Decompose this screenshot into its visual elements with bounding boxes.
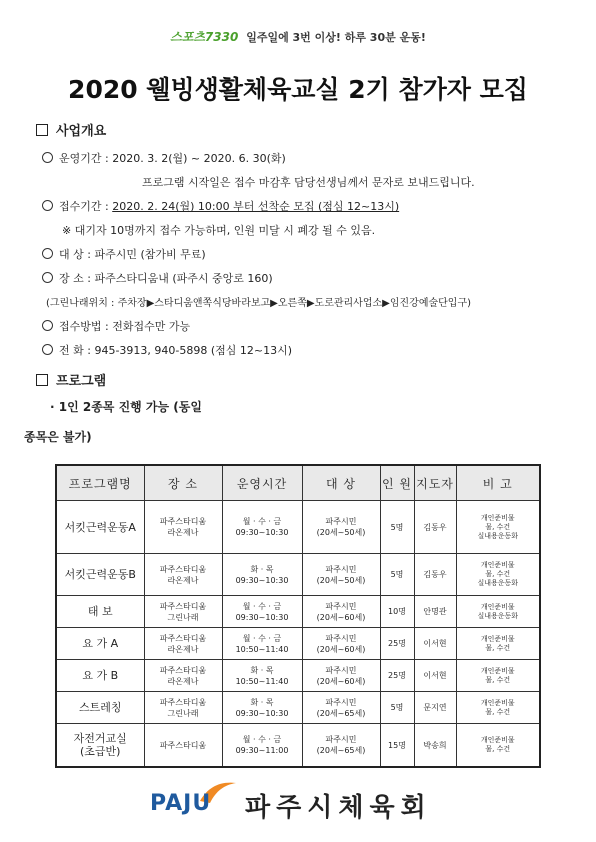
cell-program: 자전거교실 (초급반) xyxy=(56,724,144,768)
slogan-text: 일주일에 3번 이상! 하루 30분 운동! xyxy=(246,31,426,44)
cell-place: 파주스타디움 라온제나 xyxy=(144,628,222,660)
cell-target: 파주시민 (20세~60세) xyxy=(302,660,380,692)
square-bullet-icon xyxy=(36,124,48,136)
sports-7330-logo: 스포츠7330 xyxy=(170,30,239,44)
target-row xyxy=(42,246,206,262)
circle-bullet-icon xyxy=(42,152,53,163)
page-title: 2020 웰빙생활체육교실 2기 참가자 모집 xyxy=(68,75,528,104)
cell-note: 개인준비물 물, 수건 실내용운동화 xyxy=(456,554,540,596)
period-row xyxy=(42,150,286,166)
cell-time: 월 · 수 · 금 09:30~10:30 xyxy=(222,596,302,628)
method-row xyxy=(42,318,190,334)
table-row xyxy=(56,554,540,596)
cell-time: 월 · 수 · 금 09:30~10:30 xyxy=(222,501,302,554)
slogan xyxy=(0,28,596,45)
program-bullet: · 1인 2종목 진행 가능 (동일 xyxy=(50,400,202,414)
section-overview-heading: 사업개요 xyxy=(56,124,107,139)
col-header-place: 장 소 xyxy=(144,465,222,501)
reception-value: 2020. 2. 24(월) 10:00 부터 선착순 모집 (점심 12~13시) xyxy=(112,200,400,213)
cell-count: 10명 xyxy=(380,596,414,628)
table-row xyxy=(56,692,540,724)
cell-count: 5명 xyxy=(380,692,414,724)
table-row xyxy=(56,628,540,660)
place-label: 장 소 : xyxy=(59,272,91,285)
col-header-program: 프로그램명 xyxy=(56,465,144,501)
method-label: 접수방법 : xyxy=(59,320,109,333)
col-header-coach: 지도자 xyxy=(414,465,456,501)
reception-note: ※ 대기자 10명까지 접수 가능하며, 인원 미달 시 폐강 될 수 있음. xyxy=(62,224,376,237)
cell-time: 월 · 수 · 금 10:50~11:40 xyxy=(222,628,302,660)
col-header-note: 비 고 xyxy=(456,465,540,501)
paju-logo-text: PAJU xyxy=(150,791,212,816)
col-header-time: 운영시간 xyxy=(222,465,302,501)
cell-coach: 김동우 xyxy=(414,501,456,554)
cell-target: 파주시민 (20세~65세) xyxy=(302,692,380,724)
table-row xyxy=(56,596,540,628)
phone-value: 945-3913, 940-5898 (점심 12~13시) xyxy=(94,344,293,357)
cell-coach: 문지연 xyxy=(414,692,456,724)
period-note: 프로그램 시작일은 접수 마감후 담당선생님께서 문자로 보내드립니다. xyxy=(142,176,475,189)
cell-target: 파주시민 (20세~50세) xyxy=(302,501,380,554)
cell-count: 25명 xyxy=(380,628,414,660)
phone-label: 전 화 : xyxy=(59,344,91,357)
cell-time: 화 · 목 09:30~10:30 xyxy=(222,692,302,724)
cell-coach: 박송희 xyxy=(414,724,456,768)
place-detail: (그린나래위치 : 주차장▶스타디움앤쪽식당바라보고▶오른쪽▶도로관리사업소▶임진강예술단입구) xyxy=(46,298,472,309)
table-row xyxy=(56,501,540,554)
cell-target: 파주시민 (20세~50세) xyxy=(302,554,380,596)
circle-bullet-icon xyxy=(42,248,53,259)
cell-time: 월 · 수 · 금 09:30~11:00 xyxy=(222,724,302,768)
cell-count: 25명 xyxy=(380,660,414,692)
col-header-target: 대 상 xyxy=(302,465,380,501)
cell-target: 파주시민 (20세~65세) xyxy=(302,724,380,768)
place-row xyxy=(42,270,273,286)
cell-program: 서킷근력운동A xyxy=(56,501,144,554)
cell-place: 파주스타디움 xyxy=(144,724,222,768)
cell-note: 개인준비물 물, 수건 실내용운동화 xyxy=(456,501,540,554)
period-label: 운영기간 : xyxy=(59,152,109,165)
square-bullet-icon xyxy=(36,374,48,386)
col-header-count: 인 원 xyxy=(380,465,414,501)
reception-row xyxy=(42,198,399,214)
cell-note: 개인준비물 실내용운동화 xyxy=(456,596,540,628)
cell-count: 15명 xyxy=(380,724,414,768)
cell-place: 파주스타디움 라온제나 xyxy=(144,501,222,554)
circle-bullet-icon xyxy=(42,320,53,331)
program-table xyxy=(55,464,541,768)
cell-note: 개인준비물 물, 수건 xyxy=(456,628,540,660)
cell-target: 파주시민 (20세~60세) xyxy=(302,628,380,660)
cell-program: 스트레칭 xyxy=(56,692,144,724)
circle-bullet-icon xyxy=(42,200,53,211)
cell-program: 태 보 xyxy=(56,596,144,628)
cell-target: 파주시민 (20세~60세) xyxy=(302,596,380,628)
table-row xyxy=(56,660,540,692)
cell-note: 개인준비물 물, 수건 xyxy=(456,660,540,692)
cell-program: 요 가 B xyxy=(56,660,144,692)
table-header-row xyxy=(56,465,540,501)
cell-coach: 이서현 xyxy=(414,660,456,692)
cell-note: 개인준비물 물, 수건 xyxy=(456,692,540,724)
period-value: 2020. 3. 2(월) ~ 2020. 6. 30(화) xyxy=(112,152,286,165)
cell-coach: 김동우 xyxy=(414,554,456,596)
cell-program: 서킷근력운동B xyxy=(56,554,144,596)
place-value: 파주스타디움내 (파주시 중앙로 160) xyxy=(94,272,273,285)
section-program-heading: 프로그램 xyxy=(56,374,107,389)
target-label: 대 상 : xyxy=(59,248,91,261)
cell-time: 화 · 목 09:30~10:30 xyxy=(222,554,302,596)
program-bullet-cont: 종목은 불가) xyxy=(24,430,92,444)
cell-program: 요 가 A xyxy=(56,628,144,660)
cell-place: 파주스타디움 라온제나 xyxy=(144,660,222,692)
cell-count: 5명 xyxy=(380,554,414,596)
cell-coach: 이서현 xyxy=(414,628,456,660)
cell-note: 개인준비물 물, 수건 xyxy=(456,724,540,768)
circle-bullet-icon xyxy=(42,344,53,355)
section-overview xyxy=(36,120,106,139)
reception-label: 접수기간 : xyxy=(59,200,109,213)
org-name: 파주시체육회 xyxy=(245,793,432,823)
cell-time: 화 · 목 10:50~11:40 xyxy=(222,660,302,692)
cell-count: 5명 xyxy=(380,501,414,554)
method-value: 전화접수만 가능 xyxy=(112,320,191,333)
table-row xyxy=(56,724,540,768)
cell-place: 파주스타디움 라온제나 xyxy=(144,554,222,596)
cell-place: 파주스타디움 그린나래 xyxy=(144,692,222,724)
phone-row xyxy=(42,342,292,358)
circle-bullet-icon xyxy=(42,272,53,283)
cell-coach: 안명관 xyxy=(414,596,456,628)
target-value: 파주시민 (참가비 무료) xyxy=(94,248,206,261)
cell-place: 파주스타디움 그린나래 xyxy=(144,596,222,628)
footer-logo xyxy=(150,785,470,835)
section-program xyxy=(36,370,106,389)
